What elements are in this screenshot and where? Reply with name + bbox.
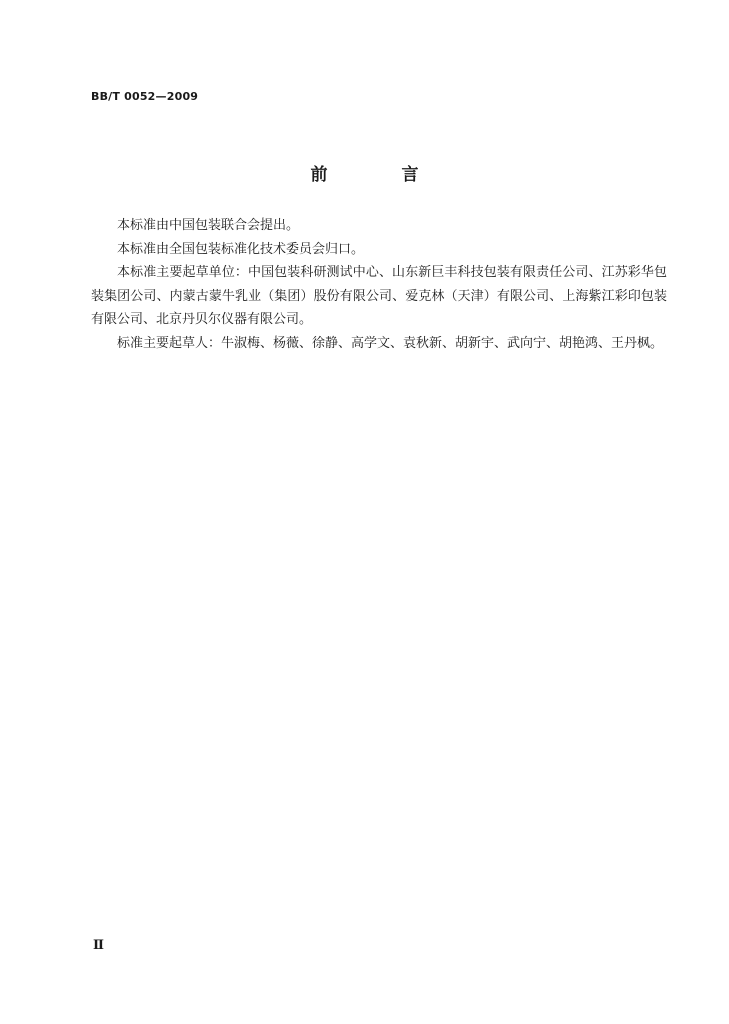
page-title: 前 言 [310, 165, 453, 185]
page-number: Ⅱ [93, 938, 104, 953]
paragraph-administrator: 本标准由全国包装标准化技术委员会归口。 [117, 241, 365, 257]
paragraph-drafting-units: 本标准主要起草单位：中国包装科研测试中心、山东新巨丰科技包装有限责任公司、江苏彩华包装集团公司、内蒙古蒙牛乳业（集团）股份有限公司、爱克林（天津）有限公司、上海紫江彩印包装有限公司、北京丹贝尔仪器有限公司。 [91, 265, 667, 327]
paragraph-proposer: 本标准由中国包装联合会提出。 [117, 218, 300, 233]
standard-code: BB/T 0052—2009 [91, 90, 199, 103]
foreword-body [91, 214, 667, 355]
paragraph-drafters: 标准主要起草人：牛淑梅、杨薇、徐静、高学文、袁秋新、胡新宇、武向宁、胡艳鸿、王丹枫。 [117, 335, 664, 351]
